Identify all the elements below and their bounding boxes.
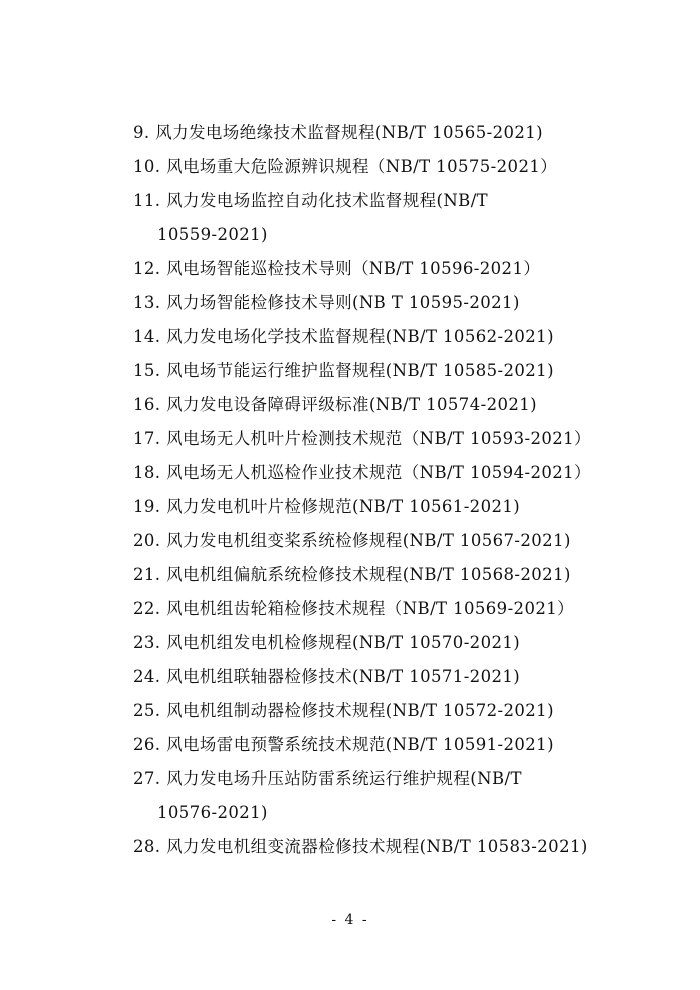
item-number: 28. (133, 837, 161, 856)
list-item (133, 150, 673, 184)
item-text: 风电场无人机巡检作业技术规范（NB/T 10594-2021） (166, 463, 591, 482)
item-text: 风力发电机组变桨系统检修规程(NB/T 10567-2021) (166, 531, 571, 550)
list-item (133, 320, 673, 354)
item-text: 风力发电机叶片检修规范(NB/T 10561-2021) (166, 497, 521, 516)
list-item (133, 252, 673, 286)
list-item (133, 660, 673, 694)
list-item (133, 184, 673, 252)
item-number: 10. (133, 157, 161, 176)
item-number: 20. (133, 531, 161, 550)
list-item (133, 490, 673, 524)
item-number: 15. (133, 361, 161, 380)
list-item (133, 558, 673, 592)
item-number: 18. (133, 463, 161, 482)
item-text: 风电机组联轴器检修技术(NB/T 10571-2021) (166, 667, 521, 686)
item-number: 16. (133, 395, 161, 414)
item-text-continuation: 10559-2021) (157, 225, 268, 244)
item-number: 9. (133, 123, 150, 142)
item-text: 风力发电设备障碍评级标准(NB/T 10574-2021) (166, 395, 538, 414)
item-text: 风电场重大危险源辨识规程（NB/T 10575-2021） (166, 157, 558, 176)
item-text: 风电场无人机叶片检测技术规范（NB/T 10593-2021） (166, 429, 591, 448)
list-item (133, 388, 673, 422)
list-item (133, 524, 673, 558)
item-text: 风电场智能巡检技术导则（NB/T 10596-2021） (166, 259, 541, 278)
item-text: 风力发电场升压站防雷系统运行维护规程(NB/T (166, 769, 522, 788)
page-number: - 4 - (331, 912, 369, 928)
list-item (133, 116, 673, 150)
item-number: 14. (133, 327, 161, 346)
list-item (133, 626, 673, 660)
item-text: 风电机组发电机检修规程(NB/T 10570-2021) (166, 633, 521, 652)
item-number: 25. (133, 701, 161, 720)
item-text: 风力发电场化学技术监督规程(NB/T 10562-2021) (166, 327, 554, 346)
item-number: 23. (133, 633, 161, 652)
item-text: 风力发电机组变流器检修技术规程(NB/T 10583-2021) (166, 837, 588, 856)
item-number: 11. (133, 191, 161, 210)
list-item (133, 592, 673, 626)
item-text: 风电机组偏航系统检修技术规程(NB/T 10568-2021) (166, 565, 571, 584)
item-number: 17. (133, 429, 161, 448)
list-item (133, 354, 673, 388)
item-text: 风电机组齿轮箱检修技术规程（NB/T 10569-2021） (166, 599, 575, 618)
item-number: 26. (133, 735, 161, 754)
list-item (133, 762, 673, 830)
list-item (133, 728, 673, 762)
item-number: 21. (133, 565, 161, 584)
item-text: 风电场雷电预警系统技术规范(NB/T 10591-2021) (166, 735, 554, 754)
item-text: 风力发电场绝缘技术监督规程(NB/T 10565-2021) (155, 123, 544, 142)
item-number: 13. (133, 293, 161, 312)
list-item (133, 694, 673, 728)
item-text: 风力场智能检修技术导则(NB T 10595-2021) (166, 293, 520, 312)
list-item (133, 830, 673, 864)
item-text: 风电场节能运行维护监督规程(NB/T 10585-2021) (166, 361, 554, 380)
list-item (133, 286, 673, 320)
item-text: 风力发电场监控自动化技术监督规程(NB/T (166, 191, 489, 210)
item-number: 19. (133, 497, 161, 516)
item-text-continuation: 10576-2021) (157, 803, 268, 822)
standards-list (133, 116, 673, 864)
item-number: 24. (133, 667, 161, 686)
item-number: 27. (133, 769, 161, 788)
item-number: 22. (133, 599, 161, 618)
item-text: 风电机组制动器检修技术规程(NB/T 10572-2021) (166, 701, 554, 720)
item-number: 12. (133, 259, 161, 278)
list-item (133, 456, 673, 490)
list-item (133, 422, 673, 456)
